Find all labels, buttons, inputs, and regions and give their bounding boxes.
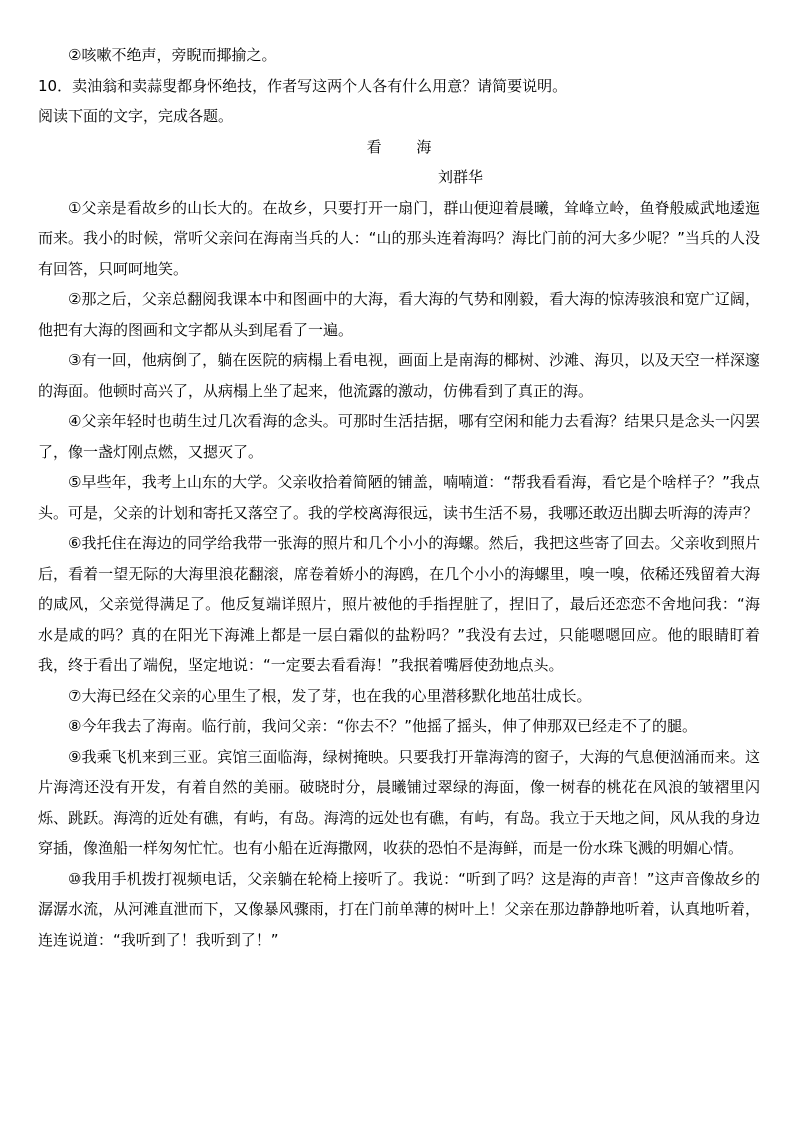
document-content bbox=[38, 40, 760, 955]
reading-instruction: 阅读下面的文字，完成各题。 bbox=[38, 107, 234, 125]
paragraph-1: ①父亲是看故乡的山长大的。在故乡，只要打开一扇门，群山便迎着晨曦，耸峰立岭，鱼脊般威武地逶迤而来。我小的时候，常听父亲问在海南当兵的人：“山的那头连着海吗？海比门前的河大多少呢？”当兵的人没有回答，只呵呵地笑。 bbox=[38, 198, 760, 278]
paragraph-4: ④父亲年轻时也萌生过几次看海的念头。可那时生活拮据，哪有空闲和能力去看海？结果只是念头一闪罢了，像一盏灯刚点燃，又摁灭了。 bbox=[38, 412, 760, 461]
question-10: 10．卖油翁和卖蒜叟都身怀绝技，作者写这两个人各有什么用意？请简要说明。 bbox=[38, 76, 568, 95]
paragraph-3: ③有一回，他病倒了，躺在医院的病榻上看电视，画面上是南海的椰树、沙滩、海贝，以及天空一样深邃的海面。他顿时高兴了，从病榻上坐了起来，他流露的激动，仿佛看到了真正的海。 bbox=[38, 351, 760, 400]
paragraph-2: ②那之后，父亲总翻阅我课本中和图画中的大海，看大海的气势和刚毅，看大海的惊涛骇浪和宽广辽阔，他把有大海的图画和文字都从头到尾看了一遍。 bbox=[38, 290, 760, 339]
article-author: 刘群华 bbox=[437, 168, 483, 186]
paragraph-8: ⑧今年我去了海南。临行前，我问父亲：“你去不？”他摇了摇头，伸了伸那双已经走不了的腿。 bbox=[68, 717, 697, 735]
article-title: 看 海 bbox=[366, 137, 447, 156]
previous-question-line: ②咳嗽不绝声，旁睨而揶揄之。 bbox=[68, 46, 277, 64]
paragraph-10: ⑩我用手机拨打视频电话，父亲躺在轮椅上接听了。我说：“听到了吗？这是海的声音！”这声音像故乡的潺潺水流，从河滩直泄而下，又像暴风骤雨，打在门前单薄的树叶上！父亲在那边静静地听着，认真地听着，连连说道：“我听到了！我听到了！” bbox=[38, 869, 760, 949]
paragraph-5: ⑤早些年，我考上山东的大学。父亲收拾着简陋的铺盖，喃喃道：“帮我看看海，看它是个啥样子？”我点头。可是，父亲的计划和寄托又落空了。我的学校离海很远，读书生活不易，我哪还敢迈出脚去听海的涛声？ bbox=[38, 473, 760, 522]
paragraph-9: ⑨我乘飞机来到三亚。宾馆三面临海，绿树掩映。只要我打开靠海湾的窗子，大海的气息便汹涌而来。这片海湾还没有开发，有着自然的美丽。破晓时分，晨曦铺过翠绿的海面，像一树春的桃花在风浪的皱褶里闪烁、跳跃。海湾的近处有礁，有屿，有岛。海湾的远处也有礁，有屿，有岛。我立于天地之间，风从我的身边穿插，像渔船一样匆匆忙忙。也有小船在近海撒网，收获的恐怕不是海鲜，而是一份水珠飞溅的明媚心情。 bbox=[38, 747, 760, 857]
paragraph-6: ⑥我托住在海边的同学给我带一张海的照片和几个小小的海螺。然后，我把这些寄了回去。父亲收到照片后，看着一望无际的大海里浪花翻滚，席卷着娇小的海鸥，在几个小小的海螺里，嗅一嗅，依稀还残留着大海的咸风，父亲觉得满足了。他反复端详照片，照片被他的手指捏脏了，捏旧了，最后还恋恋不舍地问我：“海水是咸的吗？真的在阳光下海滩上都是一层白霜似的盐粉吗？”我没有去过，只能嗯嗯回应。他的眼睛盯着我，终于看出了端倪，坚定地说：“一定要去看看海！”我抿着嘴唇使劲地点头。 bbox=[38, 534, 760, 674]
paragraph-7: ⑦大海已经在父亲的心里生了根，发了芽，也在我的心里潜移默化地茁壮成长。 bbox=[68, 686, 592, 705]
